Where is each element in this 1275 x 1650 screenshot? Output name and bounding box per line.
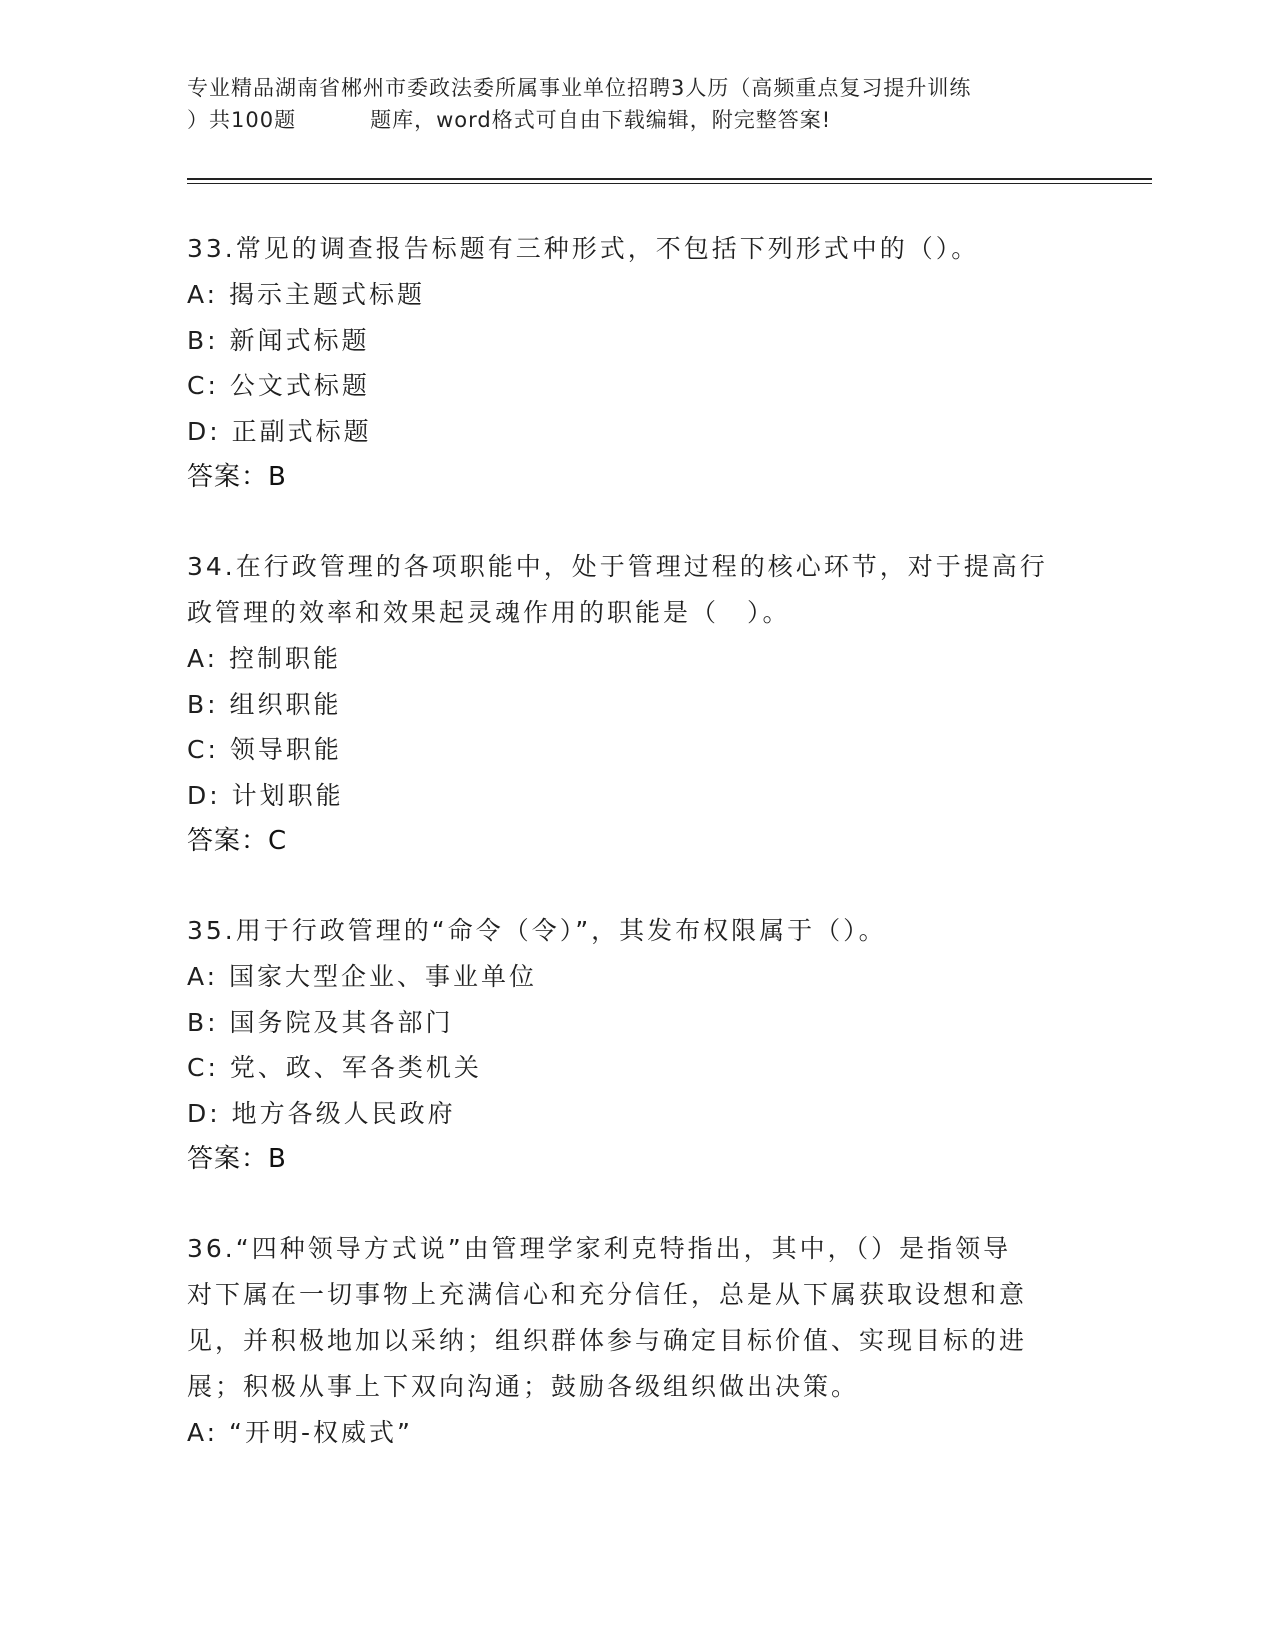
option-c: C: 公文式标题 — [187, 371, 370, 400]
answer-label: 答案：B — [187, 462, 287, 492]
option-d: D: 计划职能 — [187, 780, 344, 810]
header-title-part-2: 题库，word格式可自由下载编辑，附完整答案! — [370, 108, 832, 132]
option-b: B: 国务院及其各部门 — [187, 1007, 454, 1037]
question-35 — [187, 908, 1087, 1182]
option-b: B: 新闻式标题 — [187, 325, 370, 355]
option-c: C: 领导职能 — [187, 735, 342, 764]
question-text: 政管理的效率和效果起灵魂作用的职能是（ ）。 — [187, 598, 791, 627]
option-a: A: 控制职能 — [187, 644, 342, 673]
option-a: A: 揭示主题式标题 — [187, 280, 426, 309]
question-34 — [187, 544, 1087, 864]
header-divider-thin — [187, 183, 1152, 184]
document-header — [187, 72, 1087, 136]
question-text: 对下属在一切事物上充满信心和充分信任，总是从下属获取设想和意 — [187, 1280, 1028, 1309]
question-text: 35.用于行政管理的“命令（令）”，其发布权限属于（）。 — [187, 916, 887, 945]
question-text: 34.在行政管理的各项职能中，处于管理过程的核心环节，对于提高行 — [187, 552, 1048, 581]
option-d: D: 正副式标题 — [187, 416, 372, 446]
question-33 — [187, 226, 1087, 500]
option-d: D: 地方各级人民政府 — [187, 1098, 456, 1128]
header-title-line-1: 专业精品湖南省郴州市委政法委所属事业单位招聘3人历（高频重点复习提升训练 — [187, 76, 972, 100]
option-a: A: “开明-权威式” — [187, 1418, 413, 1447]
header-title-part-1: ）共100题 — [187, 108, 297, 132]
option-a: A: 国家大型企业、事业单位 — [187, 962, 538, 991]
option-b: B: 组织职能 — [187, 689, 342, 719]
option-c: C: 党、政、军各类机关 — [187, 1053, 482, 1082]
header-divider-thick — [187, 178, 1152, 180]
question-text: 33.常见的调查报告标题有三种形式，不包括下列形式中的（）。 — [187, 234, 980, 263]
header-title-line-2 — [187, 104, 1087, 136]
answer-label: 答案：B — [187, 1144, 287, 1174]
question-text: 36.“四种领导方式说”由管理学家利克特指出，其中，（）是指领导 — [187, 1234, 1012, 1263]
question-text: 展；积极从事上下双向沟通；鼓励各级组织做出决策。 — [187, 1372, 860, 1401]
question-text: 见，并积极地加以采纳；组织群体参与确定目标价值、实现目标的进 — [187, 1326, 1028, 1355]
question-36 — [187, 1226, 1087, 1456]
answer-label: 答案：C — [187, 826, 288, 856]
question-list — [187, 226, 1087, 1500]
